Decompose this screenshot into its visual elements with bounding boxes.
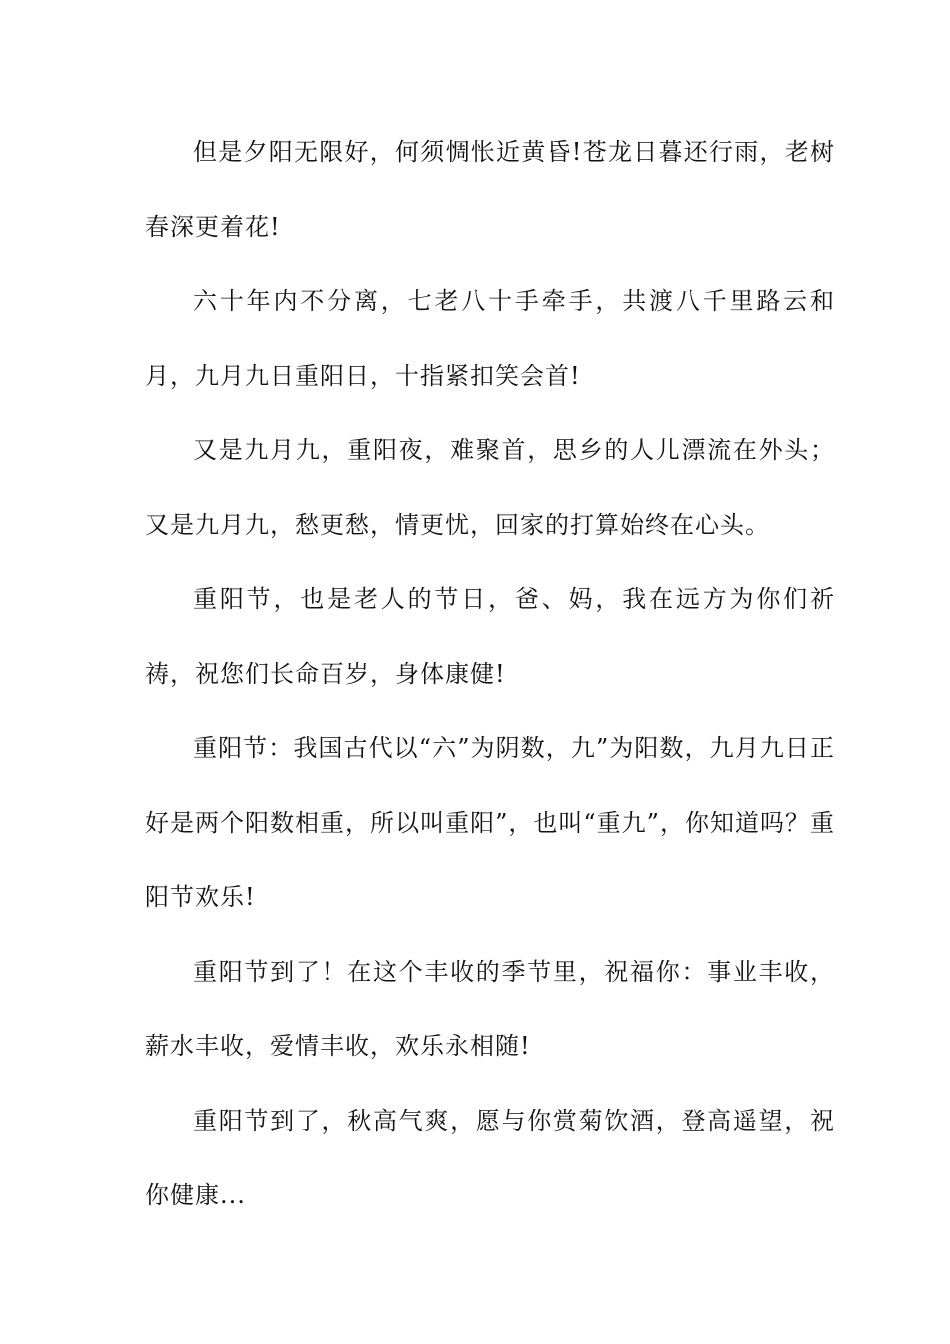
document-body [145,115,835,1233]
paragraph-3: 又是九月九，重阳夜，难聚首，思乡的人儿漂流在外头；又是九月九，愁更愁，情更忧，回家的打算始终在心头。 [145,436,835,539]
paragraph-6: 重阳节到了！在这个丰收的季节里，祝福你：事业丰收，薪水丰收，爱情丰收，欢乐永相随! [145,957,835,1060]
paragraph-5: 重阳节：我国古代以“六”为阴数，九”为阳数，九月九日正好是两个阳数相重，所以叫重阳”，也叫“重九”，你知道吗？重阳节欢乐! [145,734,835,911]
paragraph-2: 六十年内不分离，七老八十手牵手，共渡八千里路云和月，九月九日重阳日，十指紧扣笑会首! [145,287,835,390]
paragraph-1: 但是夕阳无限好，何须惆怅近黄昏!苍龙日暮还行雨，老树春深更着花! [145,138,835,241]
paragraph-4: 重阳节，也是老人的节日，爸、妈，我在远方为你们祈祷，祝您们长命百岁，身体康健! [145,585,835,688]
paragraph-7: 重阳节到了，秋高气爽，愿与你赏菊饮酒，登高遥望，祝你健康... [145,1106,835,1209]
